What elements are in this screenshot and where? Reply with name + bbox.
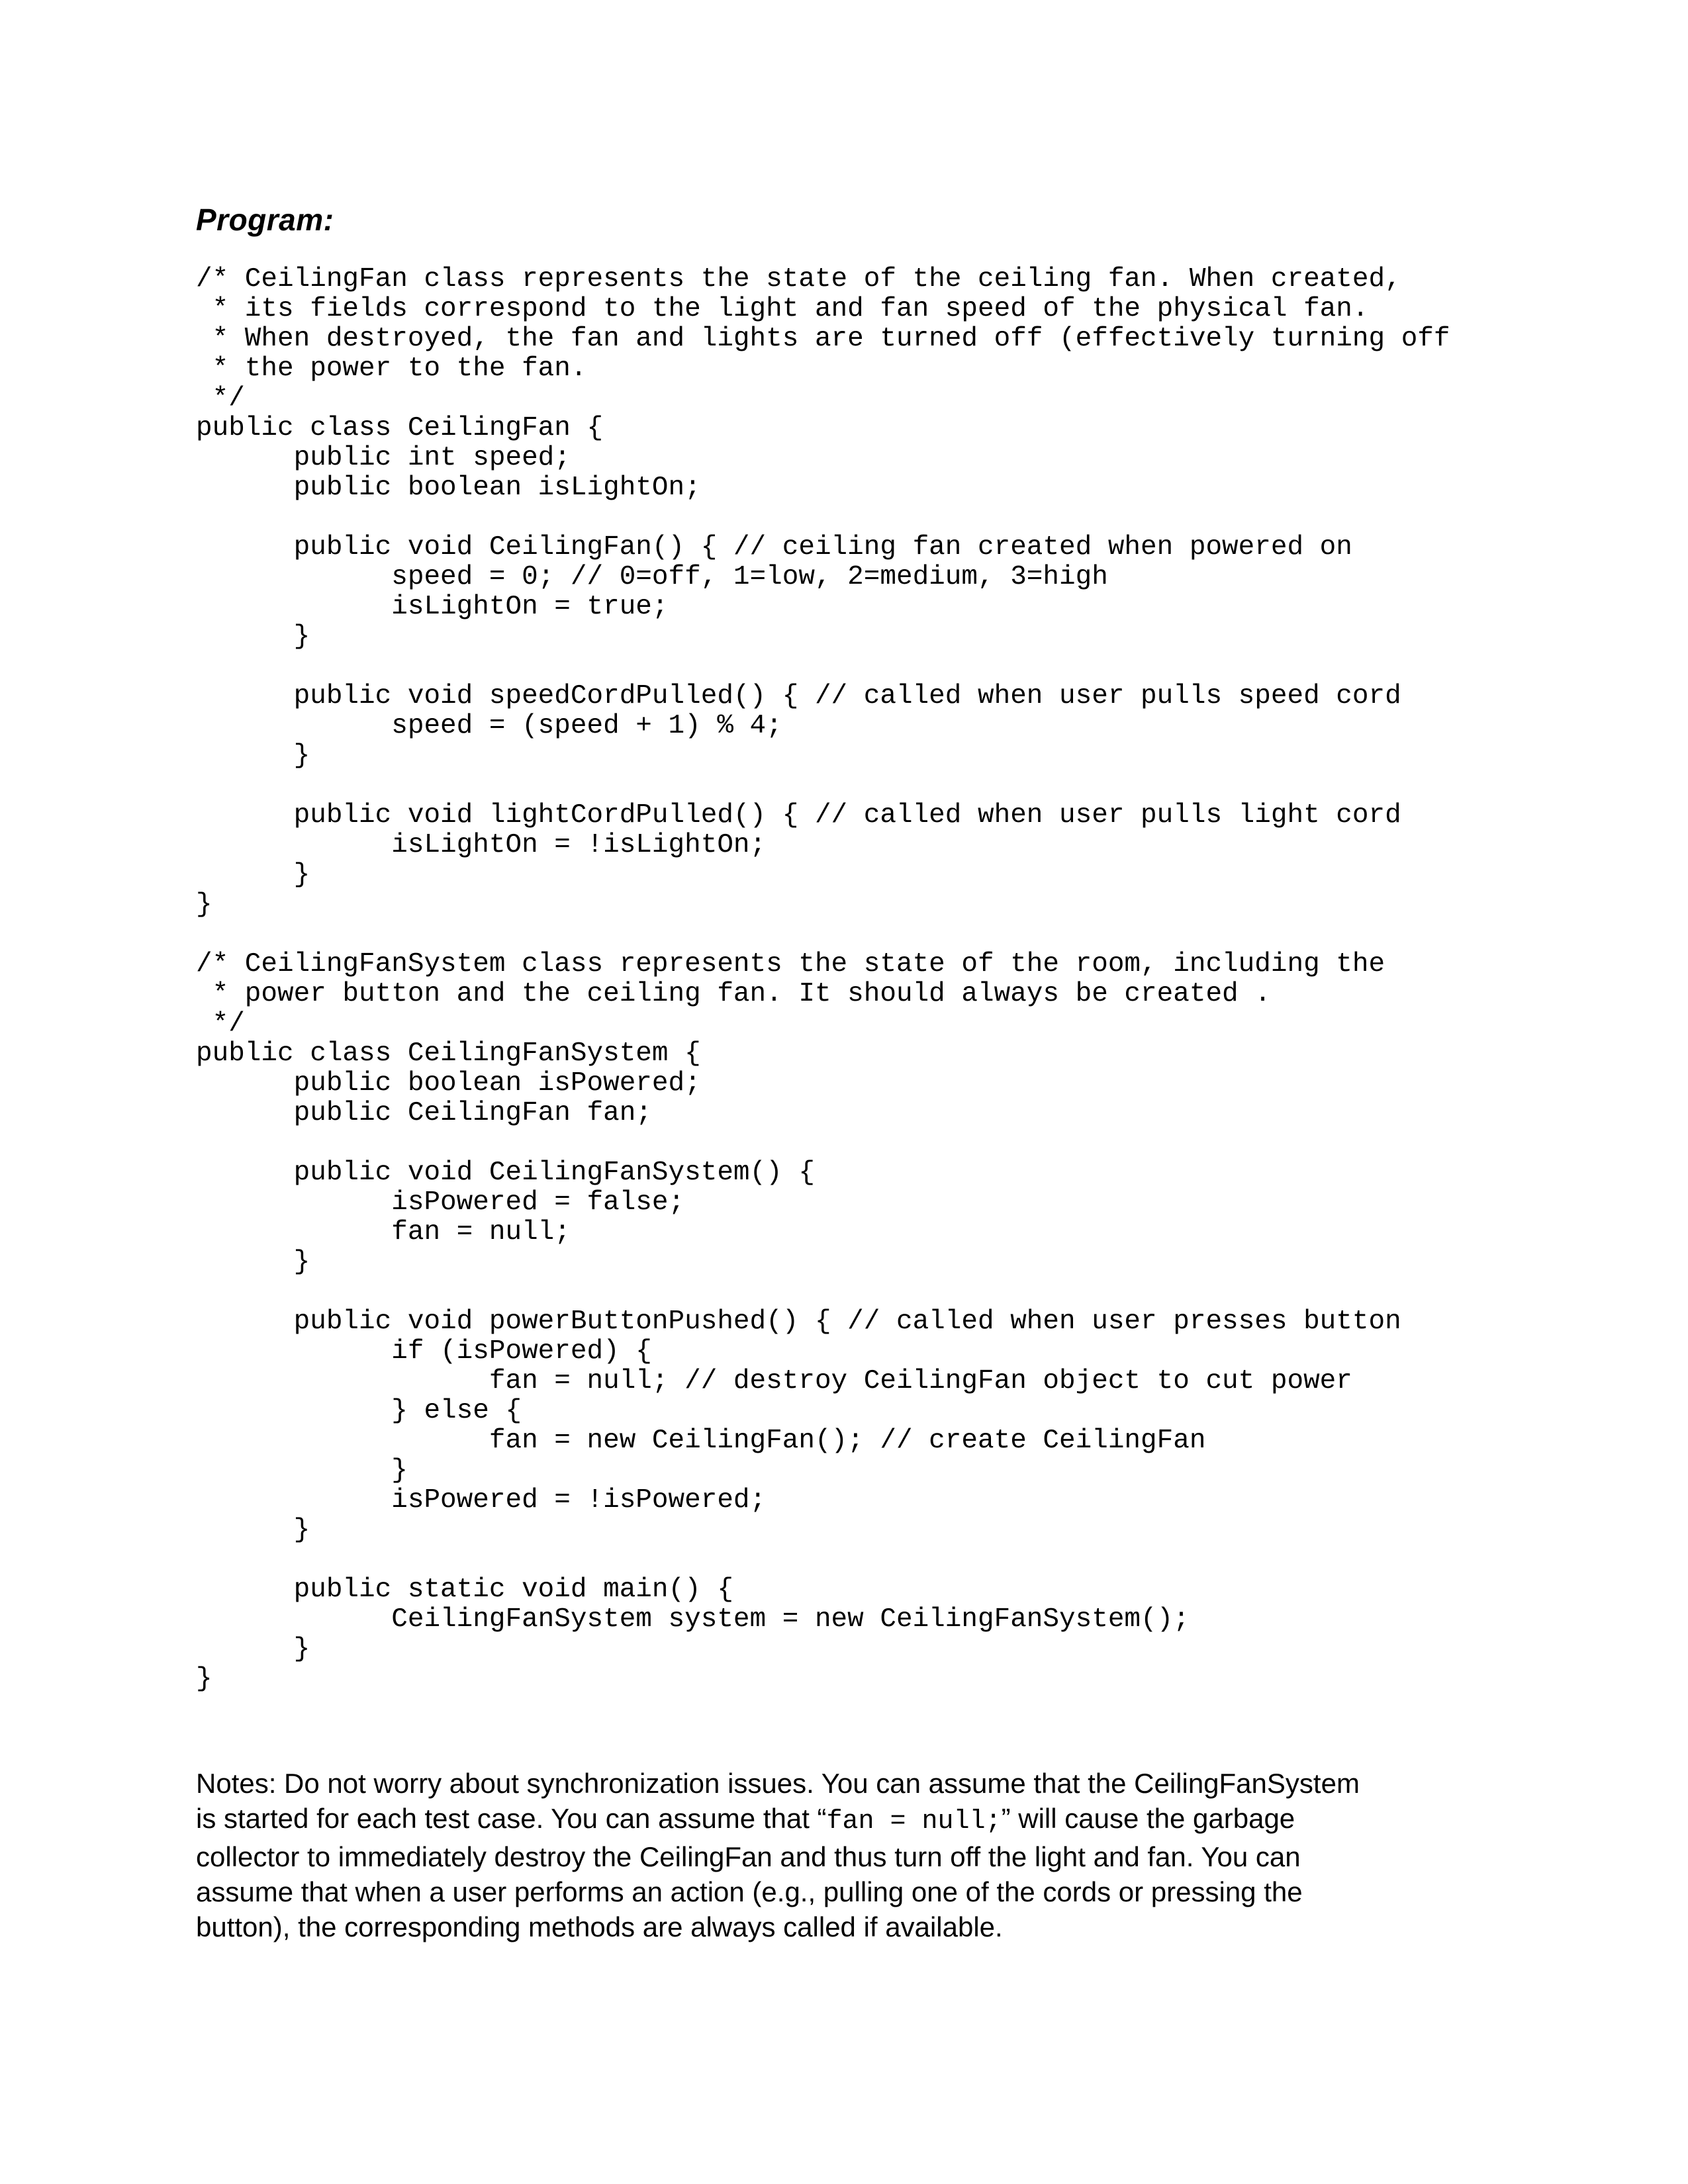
notes-paragraph — [196, 1766, 1540, 1944]
code-line: public static void main() { — [196, 1574, 733, 1605]
notes-line — [196, 1839, 1540, 1874]
page-title: Program: — [196, 203, 334, 237]
notes-text: is started for each test case. You can assume that “ — [196, 1803, 827, 1834]
code-line: } — [196, 1455, 408, 1486]
code-line: CeilingFanSystem system = new CeilingFanSystem(); — [196, 1604, 1190, 1635]
notes-line — [196, 1874, 1540, 1909]
code-line: } — [196, 1515, 310, 1545]
code-line — [196, 1128, 1450, 1158]
code-line: } — [196, 860, 310, 890]
code-line: * power button and the ceiling fan. It should always be created . — [196, 979, 1271, 1009]
code-line: speed = 0; // 0=off, 1=low, 2=medium, 3=high — [196, 562, 1108, 592]
code-line — [196, 652, 1450, 682]
code-line: isPowered = !isPowered; — [196, 1485, 767, 1516]
code-line: public void powerButtonPushed() { // called when user presses button — [196, 1306, 1401, 1337]
notes-text: ” will cause the garbage — [1001, 1803, 1295, 1834]
code-line: public boolean isLightOn; — [196, 473, 701, 503]
code-line — [196, 1545, 1450, 1575]
code-line: isLightOn = true; — [196, 592, 669, 622]
code-line: fan = null; // destroy CeilingFan object to cut power — [196, 1366, 1352, 1396]
code-line: } — [196, 1247, 310, 1277]
code-line — [196, 503, 1450, 533]
code-line: public void lightCordPulled() { // called when user pulls light cord — [196, 800, 1401, 831]
code-line — [196, 771, 1450, 801]
code-line: * the power to the fan. — [196, 353, 587, 384]
notes-text: collector to immediately destroy the CeilingFan and thus turn off the light and fan. You can — [196, 1841, 1301, 1872]
code-line — [196, 1277, 1450, 1307]
code-line: /* CeilingFan class represents the state of the ceiling fan. When created, — [196, 264, 1401, 295]
code-line: public void CeilingFan() { // ceiling fan created when powered on — [196, 532, 1352, 563]
code-line: } — [196, 1664, 212, 1694]
code-line: /* CeilingFanSystem class represents the state of the room, including the — [196, 949, 1385, 979]
code-line: isPowered = false; — [196, 1187, 685, 1218]
code-line: speed = (speed + 1) % 4; — [196, 711, 782, 741]
code-line: */ — [196, 383, 245, 414]
code-line: } else { — [196, 1396, 522, 1426]
inline-code: fan = null; — [826, 1807, 1002, 1837]
notes-text: assume that when a user performs an action (e.g., pulling one of the cords or pressing the — [196, 1876, 1303, 1907]
code-line: public boolean isPowered; — [196, 1068, 701, 1099]
code-block — [196, 265, 1450, 1694]
notes-text: Notes: Do not worry about synchronization issues. You can assume that the CeilingFanSystem — [196, 1768, 1360, 1799]
code-line: public class CeilingFan { — [196, 413, 604, 443]
code-line: * its fields correspond to the light and fan speed of the physical fan. — [196, 294, 1369, 324]
code-line: } — [196, 889, 212, 920]
notes-line — [196, 1766, 1540, 1801]
code-line: public class CeilingFanSystem { — [196, 1038, 701, 1069]
code-line: * When destroyed, the fan and lights are turned off (effectively turning off — [196, 324, 1450, 354]
code-line: public int speed; — [196, 443, 571, 473]
code-line: fan = null; — [196, 1217, 571, 1248]
code-line: public void speedCordPulled() { // called when user pulls speed cord — [196, 681, 1401, 711]
notes-text: button), the corresponding methods are always called if available. — [196, 1911, 1003, 1942]
code-line: fan = new CeilingFan(); // create CeilingFan — [196, 1426, 1206, 1456]
code-line: } — [196, 621, 310, 652]
code-line: */ — [196, 1009, 245, 1039]
notes-line — [196, 1909, 1540, 1944]
code-line: public void CeilingFanSystem() { — [196, 1158, 815, 1188]
notes-line — [196, 1801, 1540, 1839]
code-line — [196, 920, 1450, 950]
code-line: } — [196, 741, 310, 771]
code-line: if (isPowered) { — [196, 1336, 652, 1367]
code-line: public CeilingFan fan; — [196, 1098, 652, 1128]
code-line: } — [196, 1634, 310, 1664]
code-line: isLightOn = !isLightOn; — [196, 830, 767, 860]
